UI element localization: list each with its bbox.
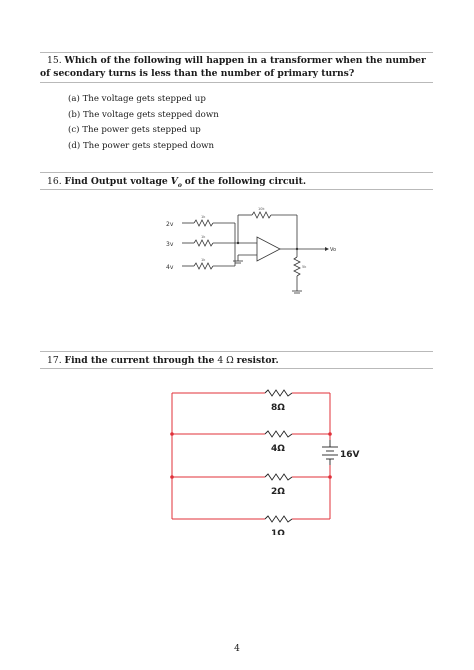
resistor-1-label: 1Ω (271, 529, 285, 535)
q17-top-rule (40, 351, 433, 352)
q16-text-after: of the following circuit. (184, 176, 307, 187)
input-resistor-1-label: 1k (201, 215, 206, 219)
battery-label: 16V (340, 450, 360, 460)
q15-bottom-rule (40, 82, 433, 83)
opamp-input-1-label: 2v (166, 221, 174, 228)
q17-number: 17. (47, 355, 62, 366)
q16-symbol: $V_o$ (170, 176, 182, 189)
resistor-8-label: 8Ω (271, 403, 285, 413)
q15-options (68, 92, 219, 154)
feedback-resistor-label: 10k (258, 207, 265, 211)
opamp-circuit-diagram (160, 205, 340, 300)
q16-bottom-rule (40, 189, 433, 190)
q16-top-rule (40, 172, 433, 173)
resistor-4-label: 4Ω (271, 444, 285, 454)
q15-heading (40, 54, 433, 80)
q15-number: 15. (47, 55, 62, 66)
resistor-2-label: 2Ω (271, 487, 285, 497)
q17-text-before: Find the current through the (64, 355, 215, 366)
q15-option-b: (b) The voltage gets stepped down (68, 109, 219, 120)
q17-text-after: resistor. (236, 355, 279, 366)
output-vo-label: Vo (330, 247, 337, 253)
opamp-input-3-label: 4v (166, 264, 174, 271)
q15-option-d: (d) The power gets stepped down (68, 140, 215, 151)
page-number: 4 (234, 644, 240, 654)
input-resistor-3-label: 1k (201, 258, 206, 262)
q15-top-rule (40, 52, 433, 53)
resistor-network-diagram (165, 385, 375, 535)
q15-option-c: (c) The power gets stepped up (68, 125, 201, 136)
q15-text: Which of the following will happen in a transformer when the number of secondary turns is less than the number of primary turns? (40, 55, 426, 79)
q15-option-a: (a) The voltage gets stepped up (68, 94, 206, 104)
load-resistor-label: 5k (302, 265, 307, 269)
q17-bottom-rule (40, 368, 433, 369)
q16-text-before: Find Output voltage (64, 176, 168, 187)
opamp-input-2-label: 3v (166, 241, 174, 248)
q17-resistor-value: 4 Ω (217, 355, 234, 366)
input-resistor-2-label: 1k (201, 235, 206, 239)
q16-number: 16. (47, 176, 62, 187)
q17-heading (40, 354, 433, 367)
